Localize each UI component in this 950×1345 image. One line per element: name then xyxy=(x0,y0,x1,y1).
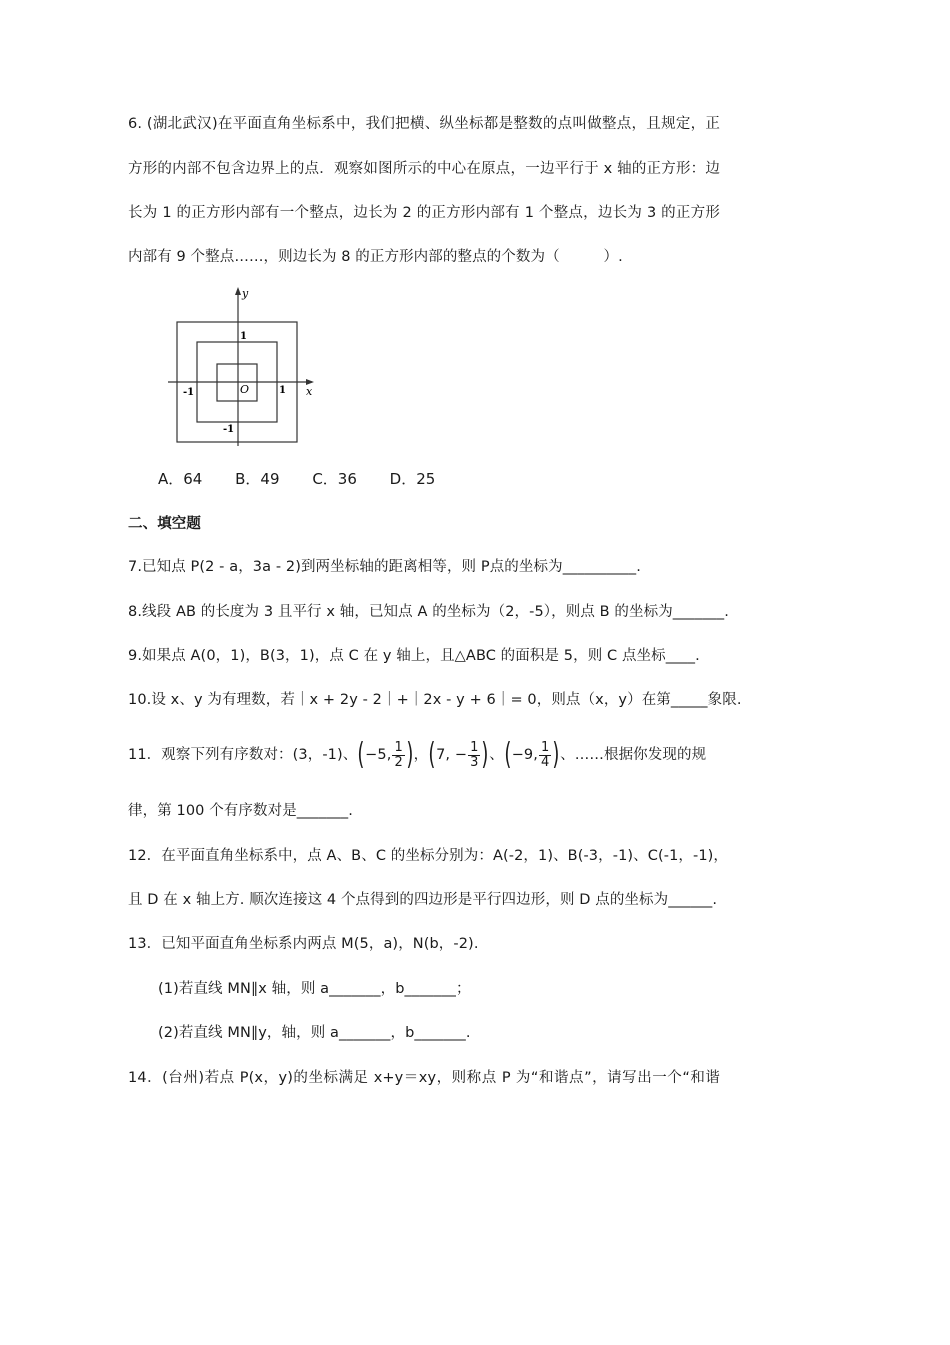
q6-choices xyxy=(158,468,463,490)
q12-line-1: 12．在平面直角坐标系中，点 A、B、C 的坐标分别为：A(-2，1)、B(-3，-1)、C(-1，-1)， xyxy=(128,848,729,864)
tick-label-right: 1 xyxy=(279,385,286,396)
tick-label-bottom: -1 xyxy=(223,424,235,435)
x-axis-label: x xyxy=(306,385,313,398)
q11-pair-2: (7, − $\frac{1}{3}$ ) xyxy=(428,737,489,772)
q12-line-2: 且 D 在 x 轴上方. 顺次连接这 4 个点得到的四边形是平行四边形，则 D 点的坐标为______. xyxy=(128,892,718,908)
q11-pair-3: (−9, $\frac{1}{4}$ ) xyxy=(504,737,560,772)
section-heading: 二、填空题 xyxy=(128,516,201,532)
q6-line-2: 方形的内部不包含边界上的点．观察如图所示的中心在原点，一边平行于 x 轴的正方形：边 xyxy=(128,161,720,177)
q14: 14．(台州)若点 P(x，y)的坐标满足 x+y＝xy，则称点 P 为“和谐点”，请写出一个“和谐 xyxy=(128,1070,720,1086)
q13-sub-1: (1)若直线 MN∥x 轴，则 a_______，b_______； xyxy=(158,981,471,997)
choice-d: D．25 xyxy=(389,470,436,488)
q11-suffix: 、……根据你发现的规 xyxy=(560,747,707,763)
q8: 8.线段 AB 的长度为 3 且平行 x 轴，已知点 A 的坐标为（2，-5），则点 B 的坐标为_______. xyxy=(128,604,729,620)
tick-label-left: -1 xyxy=(183,387,195,398)
q11-prefix: 11．观察下列有序数对：(3，-1)、 xyxy=(128,747,358,763)
choice-a: A．64 xyxy=(158,470,203,488)
q11-pair-1: (−5, $\frac{1}{2}$ ) xyxy=(357,737,414,772)
q13-line-1: 13．已知平面直角坐标系内两点 M(5，a)，N(b，-2). xyxy=(128,936,479,952)
y-axis-arrow-icon xyxy=(235,287,241,295)
q7: 7.已知点 P(2 - a，3a - 2)到两坐标轴的距离相等，则 P点的坐标为__________. xyxy=(128,559,641,575)
origin-label: O xyxy=(240,383,250,396)
q6-line-3: 长为 1 的正方形内部有一个整点，边长为 2 的正方形内部有 1 个整点，边长为 3 的正方形 xyxy=(128,205,720,221)
q6-line-1: 6. (湖北武汉)在平面直角坐标系中，我们把横、纵坐标都是整数的点叫做整点，且规定，正 xyxy=(128,116,720,132)
coordinate-diagram xyxy=(160,282,320,450)
q11-line-1: 11．观察下列有序数对：(3，-1)、(−5, $\frac{1}{2}$ )，(7, − $\frac{1}{3}$ )、(−9, $\frac{1}{4}$ )、……根据你发现的规 xyxy=(128,735,720,775)
choice-c: C．36 xyxy=(312,470,357,488)
y-axis-label: y xyxy=(242,287,249,300)
q10: 10.设 x、y 为有理数，若｜x + 2y - 2｜+｜2x - y + 6｜= 0，则点（x，y）在第_____象限. xyxy=(128,692,742,708)
q13-sub-2: (2)若直线 MN∥y，轴，则 a_______，b_______. xyxy=(158,1025,471,1041)
tick-label-top: 1 xyxy=(240,331,247,342)
q11-line-2: 律，第 100 个有序数对是_______. xyxy=(128,803,353,819)
choice-b: B．49 xyxy=(235,470,280,488)
q9: 9.如果点 A(0，1)，B(3，1)，点 C 在 y 轴上，且△ABC 的面积是 5，则 C 点坐标____. xyxy=(128,648,700,664)
nested-squares-figure xyxy=(160,282,320,450)
q6-line-4: 内部有 9 个整点……，则边长为 8 的正方形内部的整点的个数为（ ）. xyxy=(128,249,623,265)
